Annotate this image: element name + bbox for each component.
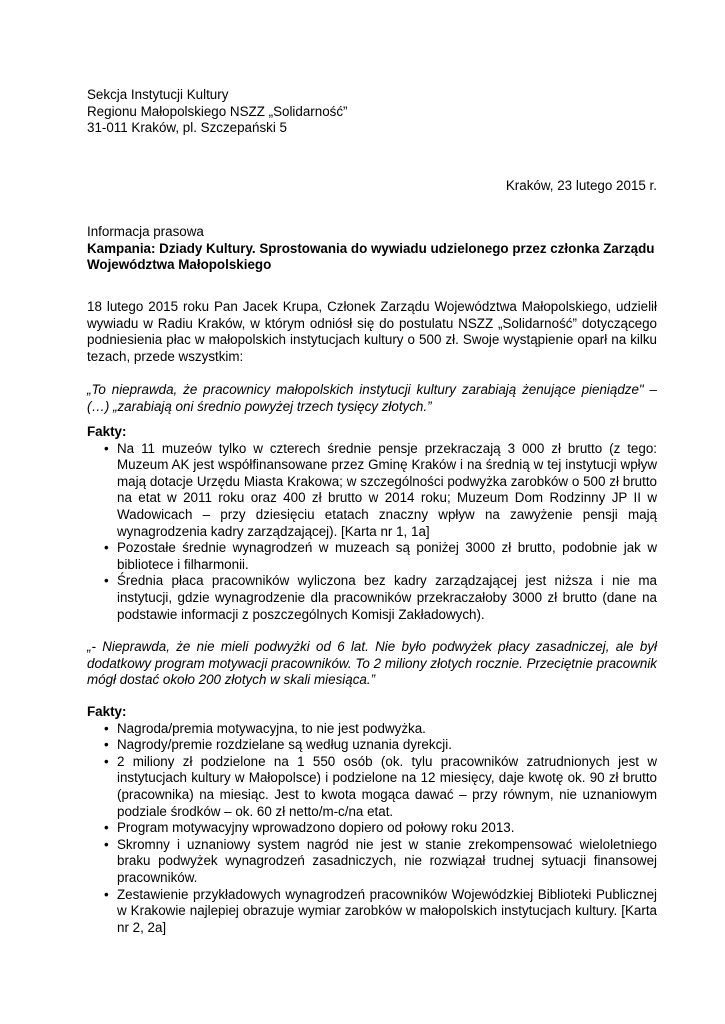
bullet-icon: • [104, 440, 109, 456]
bullet-icon: • [104, 720, 109, 736]
bullet-icon: • [104, 737, 109, 753]
list-item: • Nagrody/premie rozdzielane są według uznania dyrekcji. [104, 737, 452, 753]
document-type: Informacja prasowa [87, 224, 204, 239]
bullet-icon: • [104, 886, 109, 902]
document-date: Kraków, 23 lutego 2015 r. [505, 178, 657, 193]
list-item: • 2 miliony zł podzielone na 1 550 osób (ok. tylu pracowników zatrudnionych jest w instytucjach kultury w Małopolsce) i podzielone na 12 miesięcy, daje kwotę ok. 90 zł brutto (pracownika) na miesiąc. Jest to kwota mogąca dawać – przy równym, nie uznaniowym podziale środków – ok. 60 zł netto/m-c/na etat. [104, 753, 657, 819]
organization-address [87, 87, 657, 137]
facts-label: Fakty: [87, 704, 127, 719]
list-item: • Średnia płaca pracowników wyliczona bez kadry zarządzającej jest niższa i nie ma instytucji, gdzie wynagrodzenie dla pracowników przekraczałoby 3000 zł brutto (dane na podstawie informacji z poszczególnych Komisji Zakładowych). [104, 573, 657, 622]
bullet-icon: • [104, 820, 109, 836]
org-name-line: Sekcja Instytucji Kultury [87, 87, 229, 102]
facts-list-2 [87, 721, 657, 937]
intro-paragraph: 18 lutego 2015 roku Pan Jacek Krupa, Członek Zarządu Województwa Małopolskiego, udzielił wywiadu w Radiu Kraków, w którym odniósł się do postulatu NSZZ „Solidarność” dotyczącego podniesienia płac w małopolskich instytucjach kultury o 500 zł. Swoje wystąpienie oparł na kilku tezach, przede wszystkim: [87, 299, 657, 364]
bullet-icon: • [104, 836, 109, 852]
list-item: • Skromny i uznaniowy system nagród nie jest w stanie zrekompensować wieloletniego braku podwyżek wynagrodzeń zasadniczych, nie rozwiązał trudnej sytuacji finansowej pracowników. [104, 836, 657, 885]
bullet-icon: • [104, 753, 109, 769]
list-item: • Nagroda/premia motywacyjna, to nie jest podwyżka. [104, 720, 426, 736]
list-item: • Pozostałe średnie wynagrodzeń w muzeach są poniżej 3000 zł brutto, podobnie jak w bibliotece i filharmonii. [104, 540, 657, 572]
document-heading [87, 224, 657, 274]
facts-list-1 [87, 441, 657, 624]
quote-second-claim: „- Nieprawda, że nie mieli podwyżki od 6 lat. Nie było podwyżek płacy zasadniczej, ale był dodatkowy program motywacji pracowników. To 2 miliony złotych rocznie. Przeciętnie pracownik mógł dostać około 200 złotych w skali miesiąca.” [87, 639, 657, 688]
facts-label: Fakty: [87, 424, 127, 439]
org-address-line: 31-011 Kraków, pl. Szczepański 5 [87, 120, 287, 136]
list-item: • Zestawienie przykładowych wynagrodzeń pracowników Wojewódzkiej Biblioteki Publicznej w Krakowie najlepiej obrazuje wymiar zarobków w małopolskich instytucjach kultury. [Karta nr 2, 2a] [104, 886, 657, 935]
list-item: • Program motywacyjny wprowadzono dopiero od połowy roku 2013. [104, 820, 515, 836]
document-title: Kampania: Dziady Kultury. Sprostowania do wywiadu udzielonego przez członka Zarządu Województwa Małopolskiego [87, 240, 655, 273]
facts-section-2 [87, 704, 657, 936]
bullet-icon: • [104, 540, 109, 556]
list-item: • Na 11 muzeów tylko w czterech średnie pensje przekraczają 3 000 zł brutto (z tego: Muzeum AK jest współfinansowane przez Gminę Kraków i na średnią w tej instytucji wpływ mają dotacje Urzędu Miasta Krakowa; w szczególności podwyżka zarobków o 500 zł brutto na etat w 2011 roku oraz 400 zł brutto w 2014 roku; Muzeum Dom Rodzinny JP II w Wadowicach – przy dziesięciu etatach znaczny wpływ na zawyżenie pensji mają wynagrodzenia kadry zarządzającej). [Karta nr 1, 1a] [104, 440, 657, 539]
bullet-icon: • [104, 573, 109, 589]
quote-first-claim: „To nieprawda, że pracownicy małopolskich instytucji kultury zarabiają żenujące pieniądze" – (…) „zarabiają oni średnio powyżej trzech tysięcy złotych.” [87, 382, 657, 414]
facts-section-1 [87, 424, 657, 623]
org-region-line: Regionu Małopolskiego NSZZ „Solidarność” [87, 103, 348, 119]
